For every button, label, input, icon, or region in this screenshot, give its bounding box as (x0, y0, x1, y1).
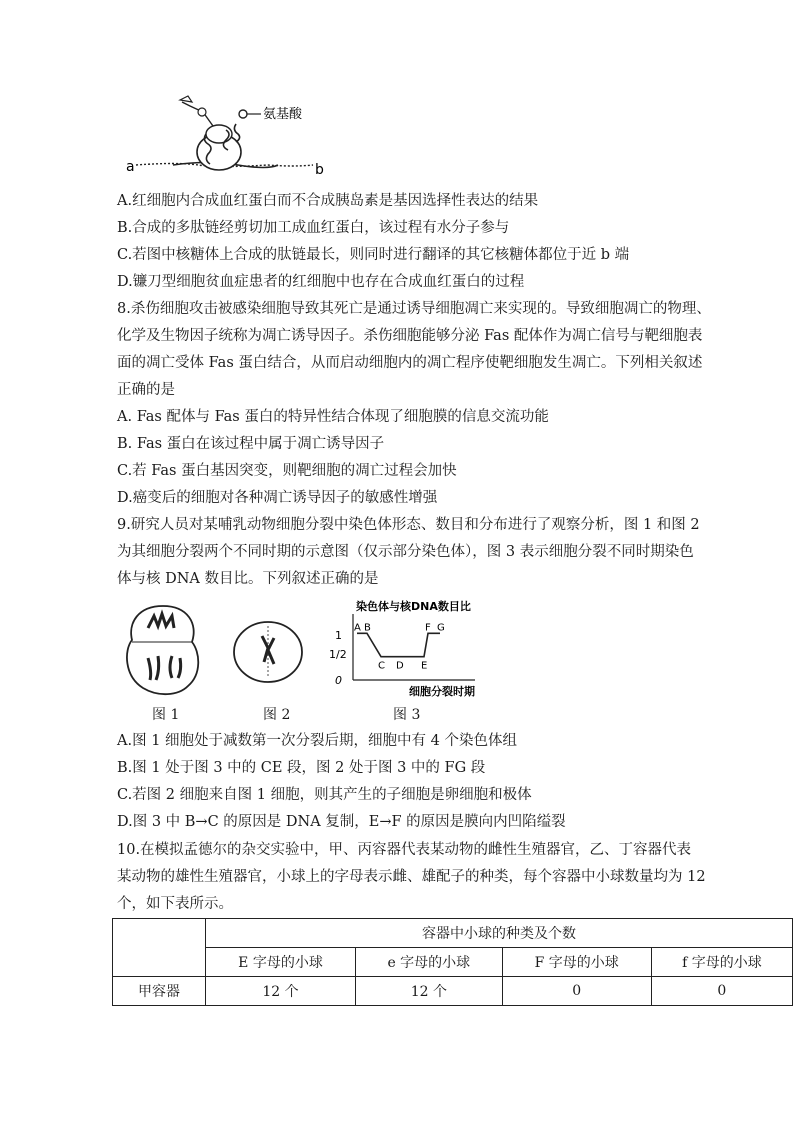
q7-option-d: D.镰刀型细胞贫血症患者的红细胞中也存在合成血红蛋白的过程 (117, 274, 525, 290)
point-label-f: F (425, 622, 431, 634)
q10-stem-line-3: 个，如下表所示。 (117, 896, 233, 912)
table-col-header: E 字母的小球 (206, 948, 356, 977)
q9-stem-line-2: 为其细胞分裂两个不同时期的示意图（仅示部分染色体），图 3 表示细胞分裂不同时期染色 (117, 544, 694, 560)
q10-stem-line-1: 10.在模拟孟德尔的杂交实验中，甲、丙容器代表某动物的雌性生殖器官，乙、丁容器代表 (117, 842, 692, 858)
q9-option-d: D.图 3 中 B→C 的原因是 DNA 复制，E→F 的原因是膜向内凹陷缢裂 (117, 814, 566, 830)
point-label-e: E (421, 660, 428, 672)
q9-stem-line-1: 9.研究人员对某哺乳动物细胞分裂中染色体形态、数目和分布进行了观察分析，图 1 和图 2 (117, 517, 700, 533)
caption-fig-3: 图 3 (393, 707, 421, 723)
cell-figure-2 (228, 612, 308, 692)
q8-option-d: D.癌变后的细胞对各种凋亡诱导因子的敏感性增强 (117, 490, 438, 506)
point-label-d: D (396, 660, 404, 672)
end-label-b: b (315, 162, 324, 178)
q10-stem-line-2: 某动物的雄性生殖器官，小球上的字母表示雌、雄配子的种类，每个容器中小球数量均为 12 (117, 869, 706, 885)
q8-stem-line-2: 化学及生物因子统称为凋亡诱导因子。杀伤细胞能够分泌 Fas 配体作为凋亡信号与靶细胞表 (117, 328, 703, 344)
translation-figure (118, 92, 338, 182)
q8-stem-line-4: 正确的是 (117, 382, 175, 398)
point-label-g: G (437, 622, 445, 634)
y-tick-half: 1/2 (329, 648, 347, 661)
cell-figure-1 (118, 598, 208, 698)
table-corner-cell (113, 919, 206, 977)
table-group-header: 容器中小球的种类及个数 (206, 919, 793, 948)
table-row (113, 977, 793, 1006)
y-tick-0: 0 (335, 674, 342, 687)
chart-title: 染色体与核DNA数目比 (356, 600, 471, 613)
q9-option-a: A.图 1 细胞处于减数第一次分裂后期，细胞中有 4 个染色体组 (117, 733, 517, 749)
amino-acid-label: 氨基酸 (263, 107, 303, 122)
table-row-label: 甲容器 (113, 977, 206, 1006)
q7-option-a: A.红细胞内合成血红蛋白而不合成胰岛素是基因选择性表达的结果 (117, 193, 539, 209)
q8-option-b: B. Fas 蛋白在该过程中属于凋亡诱导因子 (117, 436, 385, 452)
ball-count-table (112, 918, 793, 1006)
q8-option-c: C.若 Fas 蛋白基因突变，则靶细胞的凋亡过程会加快 (117, 463, 457, 479)
caption-fig-2: 图 2 (263, 707, 291, 723)
y-tick-1: 1 (335, 629, 342, 642)
x-axis-label: 细胞分裂时期 (409, 685, 475, 698)
q8-option-a: A. Fas 配体与 Fas 蛋白的特异性结合体现了细胞膜的信息交流功能 (117, 409, 549, 425)
table-col-header: f 字母的小球 (651, 948, 792, 977)
table-cell: 12 个 (206, 977, 356, 1006)
table-col-header: F 字母的小球 (502, 948, 651, 977)
point-label-c: C (378, 660, 385, 672)
q8-stem-line-1: 8.杀伤细胞攻击被感染细胞导致其死亡是通过诱导细胞凋亡来实现的。导致细胞凋亡的物理、 (117, 301, 711, 317)
table-cell: 0 (651, 977, 792, 1006)
ratio-chart (323, 598, 483, 698)
q9-option-b: B.图 1 处于图 3 中的 CE 段，图 2 处于图 3 中的 FG 段 (117, 760, 486, 776)
q7-option-b: B.合成的多肽链经剪切加工成血红蛋白，该过程有水分子参与 (117, 220, 510, 236)
table-col-header: e 字母的小球 (356, 948, 503, 977)
point-label-a: A (354, 622, 361, 634)
q9-stem-line-3: 体与核 DNA 数目比。下列叙述正确的是 (117, 571, 379, 587)
end-label-a: a (126, 159, 135, 175)
q9-option-c: C.若图 2 细胞来自图 1 细胞，则其产生的子细胞是卵细胞和极体 (117, 787, 532, 803)
point-label-b: B (364, 622, 371, 634)
table-cell: 12 个 (356, 977, 503, 1006)
table-cell: 0 (502, 977, 651, 1006)
caption-fig-1: 图 1 (152, 707, 180, 723)
ratio-series-line (357, 633, 440, 656)
q8-stem-line-3: 面的凋亡受体 Fas 蛋白结合，从而启动细胞内的凋亡程序使靶细胞发生凋亡。下列相关叙述 (117, 355, 703, 371)
q7-option-c: C.若图中核糖体上合成的肽链最长，则同时进行翻译的其它核糖体都位于近 b 端 (117, 247, 630, 263)
